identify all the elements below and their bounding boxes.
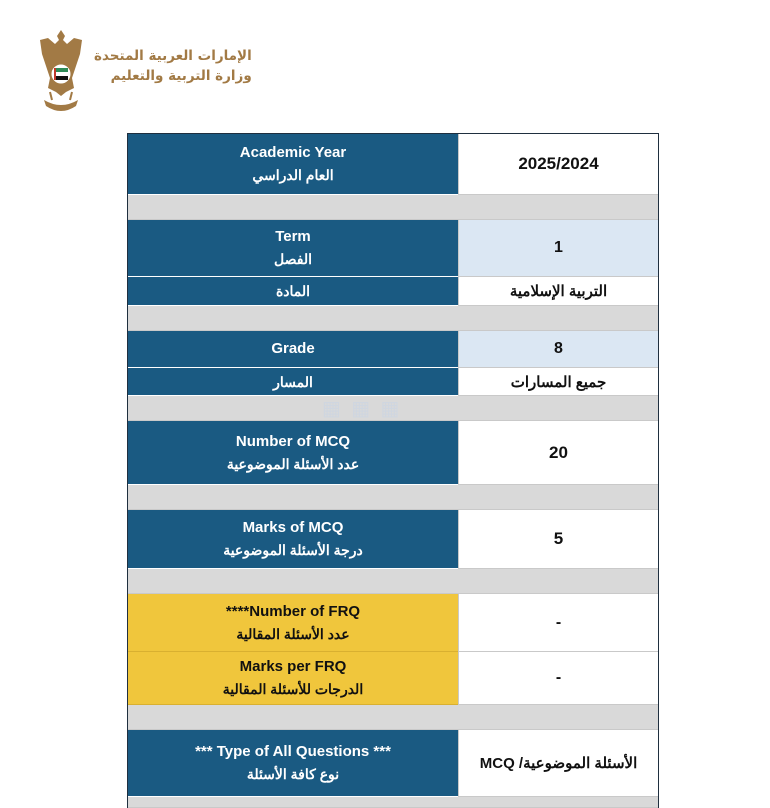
frq-count-label-ar: عدد الأسئلة المقالية	[236, 625, 350, 642]
grade-label: Grade	[128, 331, 458, 368]
academic-year-value: 2025/2024	[458, 134, 658, 195]
track-label: المسار	[128, 368, 458, 396]
question-type-label-en: *** Type of All Questions ***	[195, 743, 391, 760]
row-mcq-count	[128, 421, 658, 485]
row-question-type	[128, 730, 658, 797]
track-value: جميع المسارات	[458, 368, 658, 396]
row-frq-count	[128, 594, 658, 652]
spacer-row	[128, 705, 658, 730]
mcq-count-value: 20	[458, 421, 658, 485]
spacer-row	[128, 485, 658, 510]
exam-spec-table	[127, 133, 659, 808]
row-mcq-marks	[128, 510, 658, 569]
watermark-logo: ▦ ▦ ▦	[322, 396, 402, 420]
academic-year-label-ar: العام الدراسي	[252, 167, 334, 183]
grade-value: 8	[458, 331, 658, 368]
mcq-count-label-en: Number of MCQ	[235, 432, 351, 450]
mcq-marks-label	[128, 510, 458, 569]
frq-marks-value: -	[458, 652, 658, 705]
page-header	[36, 26, 252, 118]
term-label	[128, 220, 458, 277]
mcq-marks-value: 5	[458, 510, 658, 569]
question-type-value: الأسئلة الموضوعية/ MCQ	[458, 730, 658, 797]
frq-marks-label	[128, 652, 458, 705]
ministry-line-country: الإمارات العربية المتحدة	[94, 48, 252, 64]
row-academic-year	[128, 134, 658, 195]
mcq-count-label	[128, 421, 458, 485]
subject-label: المادة	[128, 277, 458, 306]
spacer-row	[128, 569, 658, 594]
term-value: 1	[458, 220, 658, 277]
frq-count-label-en: ****Number of FRQ	[225, 602, 361, 620]
question-type-label-ar: نوع كافة الأسئلة	[246, 766, 340, 782]
academic-year-label	[128, 134, 458, 195]
uae-emblem-icon	[36, 26, 86, 118]
term-label-en: Term	[275, 228, 311, 245]
ministry-name	[94, 46, 252, 86]
mcq-count-label-ar: عدد الأسئلة الموضوعية	[226, 455, 360, 472]
row-term	[128, 220, 658, 277]
ministry-line-ministry: وزارة التربية والتعليم	[110, 68, 252, 84]
row-grade	[128, 331, 658, 368]
academic-year-label-en: Academic Year	[239, 144, 347, 161]
mcq-marks-label-en: Marks of MCQ	[242, 519, 344, 536]
mcq-marks-label-ar: درجة الأسئلة الموضوعية	[223, 542, 363, 558]
spacer-row	[128, 797, 658, 808]
term-label-ar: الفصل	[274, 251, 312, 267]
subject-value: التربية الإسلامية	[458, 277, 658, 306]
row-track	[128, 368, 658, 396]
spacer-row	[128, 306, 658, 331]
frq-marks-label-ar: الدرجات للأسئلة المقالية	[222, 681, 364, 697]
spacer-row	[128, 195, 658, 220]
frq-count-value: -	[458, 594, 658, 652]
row-subject	[128, 277, 658, 306]
row-frq-marks	[128, 652, 658, 705]
frq-marks-label-en: Marks per FRQ	[239, 658, 347, 675]
question-type-label	[128, 730, 458, 797]
frq-count-label	[128, 594, 458, 652]
